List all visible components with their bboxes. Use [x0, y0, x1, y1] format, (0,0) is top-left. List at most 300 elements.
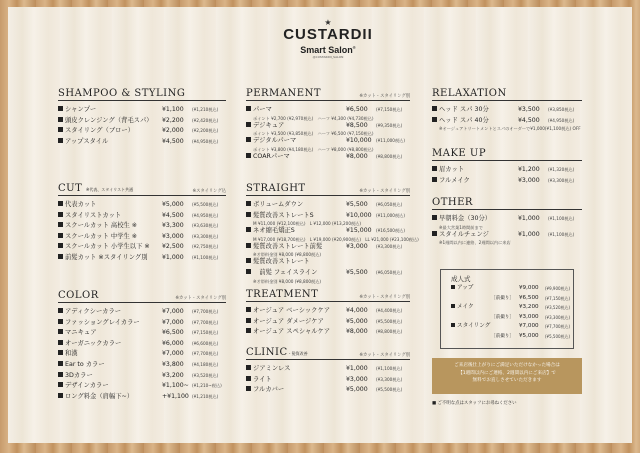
item-price: ¥10,000	[346, 137, 372, 145]
item-subnote: ポイント ¥3,800 (¥4,180税込) ハーフ ¥8,000 (¥8,800税込)	[253, 146, 374, 152]
row-price: ¥6,500	[519, 294, 539, 301]
item-tax-price: (¥3,850税込)	[548, 107, 575, 112]
menu-item	[58, 253, 226, 264]
bullet-icon	[58, 201, 63, 206]
bullet-icon	[432, 106, 437, 111]
item-name: 髪質改善ストレート前髪	[253, 242, 323, 250]
item-tax-price: (¥5,500税込)	[192, 202, 219, 207]
item-tax-price: (¥7,700税込)	[192, 319, 219, 325]
item-subnote: ※最大営業1時間前まで	[439, 224, 483, 230]
item-name: ヘッド スパ 30分	[439, 106, 489, 113]
menu-item	[58, 339, 226, 350]
item-tax-price: (¥4,400税込)	[376, 308, 403, 313]
section-title: MAKE UP	[432, 148, 487, 159]
row-sublabel	[491, 284, 519, 294]
coming-of-age-row	[441, 322, 573, 332]
brand-subtitle: Smart Salon®	[300, 45, 356, 55]
item-name: COARパーマ	[253, 152, 290, 160]
item-tax-price: (¥4,950税込)	[192, 138, 219, 144]
menu-item	[246, 306, 410, 317]
row-label	[451, 303, 491, 313]
bullet-icon	[58, 308, 63, 313]
item-tax-price: (¥2,750税込)	[192, 244, 219, 250]
bullet-icon	[58, 243, 63, 248]
item-price: ¥4,000	[346, 307, 368, 314]
item-name: アディクシーカラー	[65, 308, 122, 315]
item-tax-price: (¥3,300税込)	[192, 233, 219, 239]
section-title: SHAMPOO & STYLING	[58, 88, 186, 99]
star-icon: ★	[324, 18, 332, 27]
item-price: ¥1,000	[346, 365, 368, 372]
section-note: ※カット・スタイリング別	[359, 94, 410, 99]
section-note: ※カット・スタイリング別	[175, 296, 226, 301]
bullet-icon	[451, 304, 455, 308]
menu-item	[58, 328, 226, 339]
item-name: 3Dカラー	[65, 371, 93, 379]
menu-item	[58, 211, 226, 222]
menu-item	[246, 268, 410, 279]
item-name: 代表カット	[65, 201, 97, 208]
coming-of-age-row	[441, 284, 573, 294]
menu-item	[246, 152, 410, 163]
item-name: スタイルチェンジ	[439, 230, 489, 238]
item-name: パーマ	[253, 106, 272, 113]
bullet-icon	[58, 233, 63, 238]
item-price: ¥7,000	[162, 308, 184, 315]
row-label-text: アップ	[457, 285, 474, 291]
bullet-icon	[432, 166, 437, 171]
item-tax-price: (¥3,630税込)	[192, 223, 219, 229]
bullet-icon	[58, 138, 63, 143]
item-name: ネオ縮毛矯正S	[253, 227, 295, 235]
bullet-icon	[246, 106, 251, 111]
item-price: ¥5,000	[346, 386, 368, 394]
item-tax-price: (¥1,210税込)	[192, 393, 219, 399]
item-name: スクールカット 中学生 ※	[65, 232, 138, 240]
item-tax-price: (¥5,500税込)	[376, 387, 403, 393]
bullet-icon	[451, 323, 455, 327]
guarantee-line: 【1週間以内にご連絡、2週間以内にご来店】で	[458, 370, 556, 376]
bullet-icon	[58, 212, 63, 217]
bullet-icon	[246, 386, 251, 391]
item-price: ¥1,000	[162, 253, 184, 261]
item-tax-price: (¥4,950税込)	[192, 212, 219, 218]
section-title: TREATMENT	[246, 289, 319, 300]
item-list	[432, 214, 582, 245]
item-tax-price: (¥11,000税込)	[376, 212, 405, 218]
row-label	[451, 294, 491, 304]
bullet-icon	[58, 393, 63, 398]
item-price: ¥1,100	[162, 106, 184, 113]
bullet-icon	[246, 365, 251, 370]
row-label-text: スタイリング	[457, 323, 491, 329]
item-subnote: ポイント ¥2,700 (¥2,970税込) ハーフ ¥4,300 (¥4,730税込)	[253, 115, 374, 121]
bullet-icon	[451, 285, 455, 289]
row-tax-price: (¥9,900税込)	[545, 286, 571, 291]
item-tax-price: (¥7,150税込)	[192, 330, 219, 336]
item-price: ¥2,000	[162, 127, 184, 135]
item-price: ¥5,000	[162, 201, 184, 208]
item-list	[58, 307, 226, 402]
item-list	[432, 165, 582, 186]
row-price: ¥9,000	[519, 285, 539, 291]
item-name: Ear to カラー	[65, 360, 105, 368]
item-name: マニキュア	[65, 329, 97, 337]
row-tax-price: (¥3,300税込)	[545, 314, 571, 320]
guarantee-line: 無料でお直しさせていただきます	[472, 378, 542, 383]
coming-of-age-title: 成人式	[451, 275, 471, 283]
item-list	[246, 200, 419, 284]
column-center	[246, 7, 419, 443]
item-price: ¥7,000	[162, 350, 184, 358]
menu-item	[58, 116, 226, 127]
item-name: ロング料金（肩幅下~）	[65, 392, 134, 400]
menu-item	[246, 317, 410, 328]
bullet-icon	[246, 243, 251, 248]
item-name: 前髪カット ※スタイリング別	[65, 253, 148, 261]
section-title: RELAXATION	[432, 88, 507, 99]
item-subnote: M ¥11,000 (¥12,100税込) L ¥12,000 (¥13,200税込)	[253, 221, 362, 227]
section-title: COLOR	[58, 290, 99, 301]
item-name: スクールカット 小学生以下 ※	[65, 243, 150, 251]
item-subnote: ※才帯料金別 ¥8,000 (¥8,800税込)	[253, 252, 322, 258]
item-name: オージュア ダメージケア	[253, 317, 324, 325]
item-tax-price: (¥2,200税込)	[192, 128, 219, 134]
section-title: STRAIGHT	[246, 183, 306, 194]
menu-item	[58, 392, 226, 403]
section-note: ※カット・スタイリング別	[359, 295, 410, 300]
item-name: ジアミンレス	[253, 365, 291, 372]
item-list	[246, 364, 410, 396]
menu-item	[58, 349, 226, 360]
row-label	[451, 284, 491, 294]
item-name: アップスタイル	[65, 137, 109, 145]
menu-item	[246, 136, 410, 147]
menu-sheet	[8, 7, 632, 443]
menu-item	[246, 375, 410, 386]
row-tax-price: (¥3,520税込)	[545, 305, 571, 310]
item-name: オージュア スペシャルケア	[253, 328, 331, 336]
bullet-icon	[58, 382, 63, 387]
bullet-icon	[246, 328, 251, 333]
item-price: ¥2,200	[162, 116, 184, 124]
menu-item	[432, 165, 582, 176]
item-price: ¥10,000	[346, 211, 372, 219]
row-price: ¥3,000	[519, 313, 539, 320]
section-clinic	[246, 347, 410, 396]
item-tax-price: (¥8,800税込)	[376, 329, 403, 335]
item-tax-price: (¥7,700税込)	[192, 351, 219, 357]
menu-item	[432, 116, 582, 127]
row-sublabel: ［前撮り］	[491, 295, 514, 301]
row-tax-price: (¥7,150税込)	[545, 295, 571, 301]
bullet-icon	[58, 117, 63, 122]
menu-item	[246, 226, 410, 237]
item-price: ¥15,000	[346, 227, 372, 235]
menu-item	[58, 318, 226, 329]
item-price: ¥7,000	[162, 318, 184, 326]
item-tax-price: (¥6,600税込)	[192, 340, 219, 346]
item-list	[246, 105, 410, 162]
item-price: ¥2,500	[162, 243, 184, 251]
bullet-icon	[432, 117, 437, 122]
section-makeup	[432, 148, 582, 186]
item-price: ¥5,500	[346, 201, 368, 208]
bullet-icon	[58, 254, 63, 259]
bullet-icon	[246, 258, 251, 263]
menu-item	[246, 385, 410, 396]
item-list	[58, 105, 226, 147]
item-tax-price: (¥4,950税込)	[548, 117, 575, 123]
menu-item	[246, 200, 410, 211]
item-name: 髪質改善ストレート	[253, 258, 310, 266]
bullet-icon	[432, 215, 437, 220]
item-tax-price: (¥7,150税込)	[376, 107, 403, 112]
section-other	[432, 197, 582, 245]
item-price: ¥8,000	[346, 328, 368, 336]
item-name: 和漢	[65, 350, 78, 358]
item-tax-price: (¥1,320税込)	[548, 167, 575, 172]
item-subnote: ※才帯料金別 ¥8,000 (¥8,800税込)	[253, 278, 322, 284]
item-tax-price: (¥5,500税込)	[376, 318, 403, 324]
menu-item	[246, 257, 410, 268]
menu-item	[58, 126, 226, 137]
item-tax-price: (¥16,500税込)	[376, 228, 405, 234]
coming-of-age-row	[441, 303, 573, 313]
item-tax-price: (¥1,100税込)	[376, 366, 403, 371]
item-name: 前髪 フェイスライン	[253, 268, 318, 276]
item-price: ¥8,500	[346, 121, 368, 129]
menu-item	[246, 211, 410, 222]
row-tax-price: (¥5,500税込)	[545, 333, 571, 339]
bullet-icon	[432, 231, 437, 236]
bullet-icon	[246, 212, 251, 217]
coming-of-age-box	[440, 269, 574, 349]
item-tax-price: (¥1,100税込)	[548, 216, 575, 221]
bullet-icon	[246, 307, 251, 312]
item-name: ボリュームダウン	[253, 201, 304, 208]
item-price: ¥1,200	[518, 166, 540, 173]
item-price: ¥6,000	[162, 339, 184, 347]
item-price: ¥1,100~	[162, 382, 189, 390]
bullet-icon	[58, 372, 63, 377]
bullet-icon	[58, 329, 63, 334]
menu-item	[432, 105, 582, 116]
item-price: ¥3,800	[162, 360, 184, 368]
row-label-text: メイク	[457, 304, 474, 310]
item-tax-price: (¥3,300税込)	[376, 376, 403, 382]
item-name: スクールカット 高校生 ※	[65, 222, 138, 230]
row-label	[451, 313, 491, 323]
bullet-icon	[432, 177, 437, 182]
item-price: ¥3,200	[162, 371, 184, 379]
menu-item	[58, 221, 226, 232]
section-title: CUT ※代表、スタイリスト共通	[58, 183, 134, 194]
item-name: スタイリストカット	[65, 211, 122, 219]
item-name: 眉カット	[439, 166, 465, 173]
row-sublabel: ［前撮り］	[491, 314, 514, 320]
section-title: CLINIC - 髪質改善	[246, 347, 308, 358]
item-list	[58, 200, 226, 264]
item-name: オーガニックカラー	[65, 339, 122, 347]
relax-note: ※オージュアトリートメントとスパのオーダーで¥1,000(¥1,100税込) OFF	[439, 126, 581, 132]
row-price: ¥7,000	[519, 323, 539, 329]
item-price: ¥3,000	[162, 232, 184, 240]
section-note: ※スタイリング込	[192, 189, 226, 194]
bullet-icon	[246, 227, 251, 232]
bullet-icon	[246, 122, 251, 127]
menu-item	[246, 364, 410, 375]
bullet-icon	[246, 269, 251, 274]
item-name: デジタルパーマ	[253, 137, 297, 145]
item-tax-price: (¥7,700税込)	[192, 309, 219, 314]
menu-item	[58, 137, 226, 148]
item-price: ¥6,500	[162, 329, 184, 337]
bullet-icon	[58, 319, 63, 324]
item-name: ヘッド スパ 40分	[439, 116, 489, 124]
bullet-icon	[58, 350, 63, 355]
item-name: フルカバー	[253, 386, 285, 394]
brand-name: CUSTARDII	[283, 26, 373, 43]
coming-of-age-row	[441, 294, 573, 304]
item-price: ¥3,500	[518, 106, 540, 113]
item-list	[432, 105, 582, 126]
item-name: シャンプー	[65, 106, 97, 113]
item-name: ファッショングレイカラー	[65, 318, 140, 326]
brand-tag: @CUSTARDII_SALON	[312, 55, 344, 59]
bullet-icon	[58, 127, 63, 132]
item-name: 髪質改善ストレートS	[253, 211, 314, 219]
item-tax-price: (¥3,300税込)	[376, 243, 403, 249]
coming-of-age-list	[441, 284, 573, 341]
item-name: デジキュア	[253, 121, 285, 129]
section-note: ※カット・スタイリング別	[359, 189, 410, 194]
item-subnote: M ¥17,000 (¥18,700税込) L ¥19,000 (¥20,900税込) LL ¥21,000 (¥23,100税込)	[253, 236, 419, 242]
section-relax	[432, 88, 582, 132]
guarantee-line: ご来店後仕上がりにご満足いただけなかった場合は	[454, 363, 560, 368]
footer-note: ■ ご不明な点はスタッフにお尋ねください	[432, 401, 517, 406]
item-price: ¥5,500	[346, 268, 368, 276]
menu-item	[432, 230, 582, 241]
item-tax-price: (¥2,420税込)	[192, 117, 219, 123]
row-sublabel	[491, 303, 519, 313]
item-subnote: ポイント ¥3,500 (¥3,850税込) ハーフ ¥6,500 (¥7,150税込)	[253, 131, 374, 137]
item-list	[246, 306, 410, 338]
menu-item	[246, 105, 410, 116]
section-title: PERMANENT	[246, 88, 321, 99]
row-label	[451, 332, 491, 342]
row-sublabel: ［前撮り］	[491, 333, 514, 339]
menu-item	[58, 232, 226, 243]
bullet-icon	[58, 340, 63, 345]
item-price: ¥4,500	[518, 116, 540, 124]
menu-item	[58, 105, 226, 116]
item-name: ライト	[253, 375, 272, 383]
row-price: ¥3,200	[519, 304, 539, 310]
section-shampoo	[58, 88, 226, 147]
item-price: ¥5,000	[346, 317, 368, 325]
menu-item	[246, 242, 410, 253]
item-tax-price: (¥3,520税込)	[192, 372, 219, 378]
bullet-icon	[246, 376, 251, 381]
row-price: ¥5,000	[519, 332, 539, 339]
item-name: フルメイク	[439, 176, 470, 184]
menu-item	[432, 214, 582, 225]
item-price: ¥3,000	[346, 242, 368, 250]
item-price: ¥1,000	[518, 230, 540, 238]
item-tax-price: (¥4,180税込)	[192, 361, 219, 367]
item-tax-price: (¥6,050税込)	[376, 202, 403, 207]
menu-item	[246, 121, 410, 132]
bullet-icon	[246, 153, 251, 158]
bullet-icon	[58, 361, 63, 366]
section-color	[58, 290, 226, 402]
bullet-icon	[246, 201, 251, 206]
section-treatment	[246, 289, 410, 338]
item-price: ¥3,300	[162, 222, 184, 230]
item-price: ¥6,500	[346, 106, 368, 113]
bullet-icon	[58, 106, 63, 111]
bullet-icon	[246, 137, 251, 142]
guarantee-banner	[432, 358, 582, 394]
row-label	[451, 322, 491, 332]
menu-item	[58, 307, 226, 318]
item-tax-price: (¥3,300税込)	[548, 177, 575, 183]
item-tax-price: (¥1,210~税込)	[192, 383, 222, 389]
item-price: ¥4,500	[162, 211, 184, 219]
item-tax-price: (¥1,210税込)	[192, 107, 219, 112]
column-right	[432, 7, 582, 443]
menu-item	[432, 176, 582, 187]
section-title: OTHER	[432, 197, 473, 208]
section-straight	[246, 183, 419, 284]
section-cut	[58, 183, 226, 264]
item-tax-price: (¥1,100税込)	[192, 254, 219, 260]
item-price: ¥1,000	[518, 215, 540, 222]
row-sublabel	[491, 322, 519, 332]
item-price: ¥3,000	[518, 176, 540, 184]
item-tax-price: (¥9,350税込)	[376, 122, 403, 128]
section-note: ※カット・スタイリング別	[359, 353, 410, 358]
item-tax-price: (¥11,000税込)	[376, 138, 405, 144]
item-price: ¥3,000	[346, 375, 368, 383]
item-name: 頭皮クレンジング（背毛スパ）	[65, 116, 153, 124]
item-name: オージュア ベーシックケア	[253, 307, 331, 314]
menu-item	[58, 242, 226, 253]
menu-item	[58, 360, 226, 371]
item-name: 早朝料金（30分）	[439, 215, 492, 222]
item-tax-price: (¥8,800税込)	[376, 153, 403, 159]
menu-item	[58, 381, 226, 392]
column-left	[58, 7, 226, 443]
item-price: +¥1,100	[162, 392, 189, 400]
item-tax-price: (¥6,050税込)	[376, 269, 403, 275]
item-price: ¥4,500	[162, 137, 184, 145]
coming-of-age-row	[441, 313, 573, 323]
item-name: スタイリング（ブロー）	[65, 127, 135, 135]
menu-item	[58, 371, 226, 382]
item-price: ¥8,000	[346, 152, 368, 160]
menu-item	[246, 327, 410, 338]
coming-of-age-row	[441, 332, 573, 342]
bullet-icon	[246, 318, 251, 323]
bullet-icon	[58, 222, 63, 227]
item-tax-price: (¥1,100税込)	[548, 231, 575, 237]
section-perm	[246, 88, 410, 162]
menu-item	[58, 200, 226, 211]
item-subnote: ※1週間以内に連絡、2週間以内に来店	[439, 240, 511, 246]
row-tax-price: (¥7,700税込)	[545, 324, 571, 329]
